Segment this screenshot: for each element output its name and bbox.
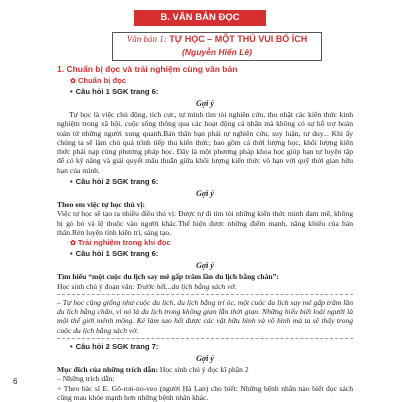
question-4-heading-tail: Học sinh chú ý đọc kĩ phần 2 — [157, 365, 249, 375]
bullet-icon: • — [70, 342, 73, 352]
flower-bullet-icon: ✿ — [70, 240, 76, 248]
question-1-answer: Tự học là việc chủ động, tích cực, tự mình tìm tòi nghiên cứu, thu nhặt các kiến thức kinh nghiệm trong xã hội, cuộc sống thông qua các hoạt động cá nhân mà không có sự hỗ trợ hoàn toàn từ những người xung quanh.Bản thân bạn phải tự nghiên cứu, suy luận, tư duy... Khi ấy chúng ta sẽ làm chủ quá trình tiếp thu kiến thức; bao gồm cả thời lượng học, khối lượng kiến thức phải nạp cùng phương pháp học. Đây là một phương pháp khoa học giúp bạn tự luyện tập để có kỹ năng và giải quyết mâu thuẫn giữa khối lượng kiến thức vô hạn với quỹ thời gian hữu hạn của mình. — [57, 110, 353, 175]
question-1-title-text: Câu hỏi 1 SGK trang 6: — [75, 87, 159, 96]
question-3-answer: – Tự học cũng giống như cuộc du lịch, du lịch bằng trí óc, một cuộc du lịch say mê gấp trăm lần du lịch bằng chân, vì nó là du lịch trong không gian lẫn thời gian. Những hiểu biết loài người là một thế giới mênh mông. Kẻ làm sao hết được các vật hữu hình và vô hình mà ta sẽ thấy trong cuộc du lịch bằng sách vở. — [57, 297, 353, 335]
lesson-author: (Nguyễn Hiến Lê) — [182, 47, 252, 57]
question-4-line-1: – Những trích dẫn: — [57, 374, 115, 384]
question-4-title — [70, 342, 353, 351]
subheading-prepare — [70, 76, 353, 85]
question-3-title — [70, 249, 353, 258]
hint-label: Gợi ý — [196, 354, 214, 364]
question-3-title-text: Câu hỏi 1 SGK trang 6: — [75, 249, 159, 259]
subheading-prepare-text: Chuẩn bị đọc — [77, 76, 126, 85]
lesson-title-box — [112, 32, 322, 61]
heading-prepare-and-experience: 1. Chuẩn bị đọc và trải nghiệm cùng văn bản — [57, 64, 238, 74]
question-2-heading-text: Theo em việc tự học thú vị: — [57, 200, 146, 210]
question-3-intro-plain: Học sinh chú ý đoạn văn: — [57, 281, 137, 291]
question-2-answer: Việc tự học sẽ tạo ra nhiều điều thú vị: Được tự đi tìm tòi những kiến thức mình đam mê, không bị gò bó và lệ thuộc vào người khác.Thể hiện được những điểm mạnh, năng khiếu của bản thân.Rèn luyện tính kiên trì, sáng tạo. — [57, 209, 353, 237]
question-3-heading-text: Tìm hiểu “một cuộc du lịch say mê gấp trăm lần du lịch bằng chân”: — [57, 272, 279, 282]
question-4-heading — [57, 365, 353, 374]
question-4-title-text: Câu hỏi 2 SGK trang 7: — [75, 342, 159, 352]
hint-label: Gợi ý — [196, 99, 214, 108]
bullet-icon: • — [70, 249, 73, 259]
lesson-title-text: TỰ HỌC – MỘT THÚ VUI BỔ ÍCH — [169, 34, 308, 44]
question-4-heading-text: Mục đích của những trích dẫn: — [57, 365, 158, 375]
question-3-intro-italic: Trước hết...du lịch bằng sách vở. — [136, 281, 237, 291]
flower-bullet-icon: ✿ — [70, 78, 76, 85]
hint-label: Gợi ý — [196, 189, 214, 199]
dashed-divider — [57, 338, 353, 339]
question-2-title-text: Câu hỏi 2 SGK trang 6: — [75, 177, 159, 187]
bullet-icon: • — [70, 177, 73, 187]
section-banner: B. VĂN BẢN ĐỌC — [134, 10, 266, 26]
question-2-heading — [57, 200, 353, 209]
hint-label: Gợi ý — [196, 261, 214, 271]
question-3-intro — [57, 282, 353, 291]
content-area — [57, 64, 353, 402]
subheading-experience — [70, 238, 353, 247]
question-2-title — [70, 177, 353, 186]
dashed-divider — [57, 294, 353, 295]
question-3-heading — [57, 272, 353, 281]
question-4-line-2: + Theo bác sĩ E. Gô-ron-no-veo (người Hà Lan) cho biết: Những bệnh nhân nào biết đọc sách cũng mau khỏe mạnh hơn những bệnh nhân khác. — [57, 383, 353, 402]
question-1-title — [70, 87, 353, 96]
page-number: 6 — [13, 377, 18, 386]
lesson-title — [113, 34, 321, 44]
lesson-label: Văn bản 1: — [126, 34, 167, 44]
subheading-experience-text: Trải nghiệm trong khi đọc — [77, 238, 171, 248]
bullet-icon: • — [70, 87, 73, 96]
